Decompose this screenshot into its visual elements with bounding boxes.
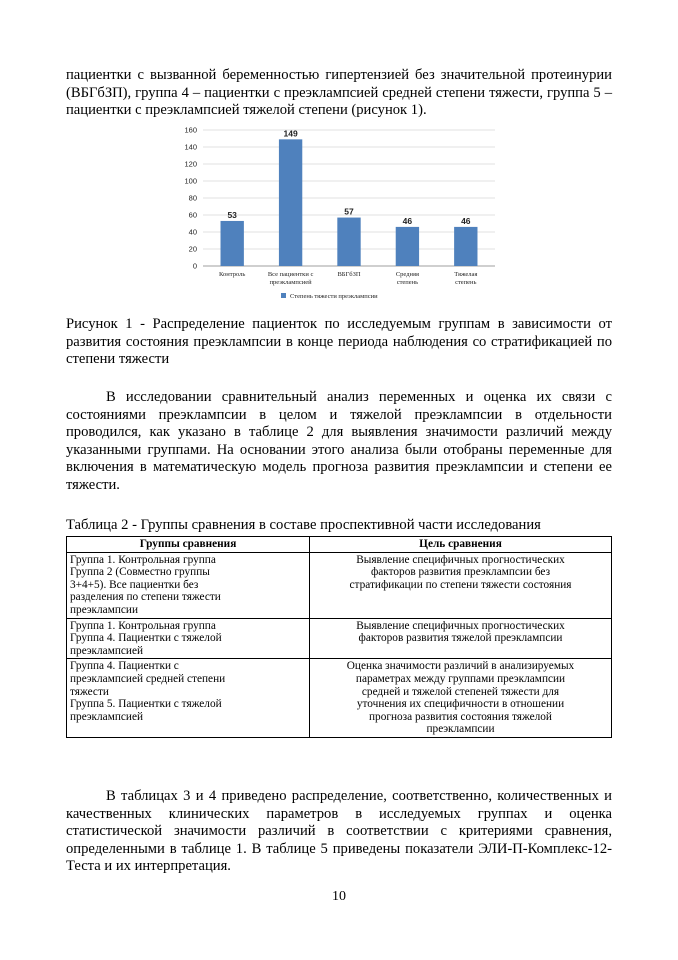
intro-paragraph: пациентки с вызванной беременностью гипертензией без значительной протеинурии (ВБГбЗП), группа 4 – пациентки с преэклампсией средней степени тяжести, группа 5 – пациентки с преэклампсией тяжелой степени (рисунок 1). xyxy=(66,67,612,119)
page-number: 10 xyxy=(332,889,346,904)
groups-cell xyxy=(67,552,310,618)
groups-cell xyxy=(67,659,310,738)
table-row xyxy=(67,552,612,618)
data-label: 46 xyxy=(461,215,471,226)
y-tick-label: 20 xyxy=(188,244,197,254)
analysis-paragraph: В исследовании сравнительный анализ переменных и оценка их связи с состояниями преэклампсии в целом и тяжелой преэклампсии в отдельности проводился, как указано в таблице 2 для выявления значимости различий между указанными группами. На основании этого анализа были отобраны переменные для включения в математическую модель прогноза развития преэклампсии и степени ее тяжести. xyxy=(66,389,612,493)
groups-cell-line: преэклампсией xyxy=(70,644,144,657)
goal-cell xyxy=(310,618,612,659)
data-label: 53 xyxy=(227,209,237,220)
table-header-row xyxy=(67,537,612,553)
category-label: Средняя xyxy=(395,271,419,278)
data-label: 149 xyxy=(283,128,298,139)
y-tick-label: 0 xyxy=(192,261,197,271)
y-tick-label: 80 xyxy=(188,193,197,203)
data-label: 46 xyxy=(402,215,413,226)
bar xyxy=(454,227,477,266)
goal-cell-line: Оценка значимости различий в анализируемых xyxy=(346,660,575,673)
goal-cell-line: преэклампсии xyxy=(426,723,495,736)
y-tick-label: 160 xyxy=(184,125,197,135)
y-tick-label: 40 xyxy=(188,227,197,237)
data-label: 57 xyxy=(344,206,354,217)
groups-cell-line: Группа 5. Пациентки с тяжелой xyxy=(70,698,222,711)
goal-cell-line: факторов развития тяжелой преэклампсии xyxy=(358,632,563,645)
category-label: Контроль xyxy=(219,271,246,278)
y-tick-label: 140 xyxy=(184,142,197,152)
bar xyxy=(337,218,360,266)
legend-label: Степень тяжести преэклампсии xyxy=(290,293,378,300)
bar xyxy=(396,227,419,266)
groups-cell-line: Группа 1. Контрольная группа xyxy=(70,553,216,566)
category-label: степень xyxy=(396,279,419,286)
goal-cell-line: Выявление специфичных прогностических xyxy=(356,553,565,566)
bar xyxy=(221,221,244,266)
goal-cell-line: факторов развития преэклампсии без xyxy=(370,566,551,579)
goal-cell xyxy=(310,659,612,738)
table-title: Таблица 2 - Группы сравнения в составе проспективной части исследования xyxy=(66,517,541,533)
groups-cell-line: 3+4+5). Все пациентки без xyxy=(70,578,199,591)
groups-cell xyxy=(67,618,310,659)
column-header-goal: Цель сравнения xyxy=(310,537,612,553)
goal-cell-line: Выявление специфичных прогностических xyxy=(356,619,565,632)
legend-swatch xyxy=(281,293,286,298)
table-row xyxy=(67,659,612,738)
category-label: ВБГбЗП xyxy=(337,271,361,278)
goal-cell-line: уточнения их специфичности в отношении xyxy=(356,698,565,711)
groups-cell-line: тяжести xyxy=(70,685,109,698)
category-label: Тяжелая xyxy=(454,271,478,278)
goal-cell-line: параметрах между группами преэклампсии xyxy=(355,672,566,685)
patient-distribution-chart xyxy=(165,122,505,312)
bar xyxy=(279,139,302,266)
groups-cell-line: разделения по степени тяжести xyxy=(70,591,221,604)
groups-cell-line: Группа 2 (Совместно группы xyxy=(70,566,210,579)
goal-cell-line: стратификации по степени тяжести состояния xyxy=(349,578,572,591)
comparison-groups-table xyxy=(66,536,612,738)
category-label: преэклампсией xyxy=(269,279,312,286)
y-tick-label: 120 xyxy=(184,159,197,169)
groups-cell-line: преэклампсией средней степени xyxy=(70,672,226,685)
closing-paragraph: В таблицах 3 и 4 приведено распределение, соответственно, количественных и качественных клинических параметров в исследуемых группах и оценка статистической значимости различий в соответствии с критериями сравнения, определенными в таблице 1. В таблице 5 приведены показатели ЭЛИ-П-Комплекс-12-Теста и их интерпретация. xyxy=(66,788,612,875)
column-header-groups: Группы сравнения xyxy=(67,537,310,553)
y-tick-label: 100 xyxy=(184,176,197,186)
goal-cell xyxy=(310,552,612,618)
groups-cell-line: Группа 1. Контрольная группа xyxy=(70,619,216,632)
y-tick-label: 60 xyxy=(188,210,197,220)
groups-cell-line: преэклампсией xyxy=(70,710,144,723)
goal-cell-line: средней и тяжелой степеней тяжести для xyxy=(361,685,560,698)
goal-cell-line: прогноза развития состояния тяжелой xyxy=(369,710,552,723)
table-row xyxy=(67,618,612,659)
category-label: Все пациентки с xyxy=(267,271,314,278)
category-label: степень xyxy=(455,279,477,286)
figure-caption: Рисунок 1 - Распределение пациенток по исследуемым группам в зависимости от развития состояния преэклампсии в конце периода наблюдения со стратификацией по степени тяжести xyxy=(66,316,612,368)
groups-cell-line: Группа 4. Пациентки с тяжелой xyxy=(70,632,222,645)
groups-cell-line: преэклампсии xyxy=(70,603,138,616)
groups-cell-line: Группа 4. Пациентки с xyxy=(70,660,179,673)
